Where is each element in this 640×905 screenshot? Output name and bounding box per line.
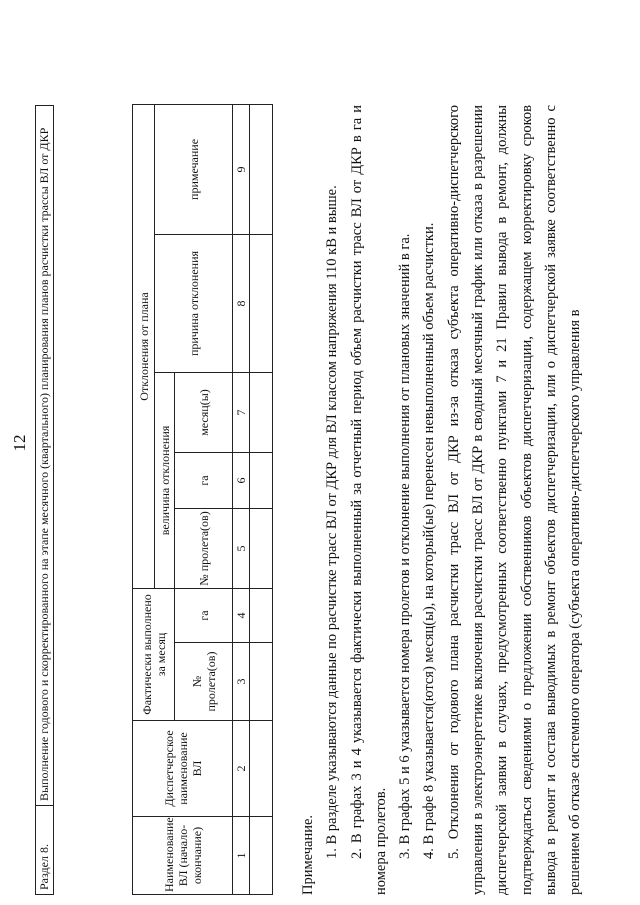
table-cell [250,453,273,509]
col-number: 7 [233,373,250,453]
note-item: 2. В графах 3 и 4 указывается фактически выполненный за отчетный период объем расчистки трасс ВЛ от ДКР в га и номера пролетов. [348,105,389,895]
note-item: 3. В графах 5 и 6 указывается номера пролетов и отклонение выполнения от плановых значений в га. [397,233,414,859]
section-label: Раздел 8. [36,806,54,895]
page-number: 12 [10,434,29,452]
col-number: 2 [233,721,250,817]
col-reason: причина отклонения [155,235,233,373]
col-dev-ha: га [175,453,233,509]
note-item: 5. Отклонения от годового плана расчистки трасс ВЛ от ДКР из-за отказа субъекта оперативно-диспетчерского управления в электроэнергетике включения расчистки трасс ВЛ от ДКР в сводный месячный график или отказа в разрешении диспетчерской заявки в случаях, предусмотренных соответственно пунктами 7 и 21 Правил вывода в ремонт, должны подтверждаться сведениями о предложении собственников объектов диспетчеризации, содержащем корректировку сроков вывода в ремонт и состава выводимых в ремонт объектов диспетчеризации, или о диспетчерской заявке соответственно с решением об отказе системного оператора (субъекта оперативно-диспетчерского управления в [445,105,584,895]
table-cell [250,589,273,643]
col-actual-span: № пролета(ов) [175,643,233,721]
table-cell [250,235,273,373]
col-vl-name: Наименование ВЛ (начало-окончание) [133,817,233,895]
col-number: 4 [233,589,250,643]
report-table [132,104,273,895]
group-deviation: Отклонения от плана [133,104,155,588]
table-cell [250,643,273,721]
group-magnitude: величина отклонения [155,373,175,589]
table-cell [250,373,273,453]
notes-section [296,105,588,895]
col-number: 6 [233,453,250,509]
table-cell [250,509,273,589]
table-cell [250,104,273,234]
col-actual-ha: га [175,589,233,643]
col-number: 5 [233,509,250,589]
note-item: 1. В разделе указываются данные по расчистке трасс ВЛ от ДКР для ВЛ классом напряжения 110 кВ и выше. [324,185,341,859]
col-number: 1 [233,817,250,895]
section-header [35,105,54,895]
table-cell [250,817,273,895]
col-number: 3 [233,643,250,721]
col-dispatch-name: Диспетчерское наименование ВЛ [133,721,233,817]
group-actual: Фактически выполнено за месяц [133,589,175,721]
col-dev-span: № пролета(ов) [175,509,233,589]
notes-heading: Примечание. [300,814,316,895]
col-number: 9 [233,104,250,234]
note-item: 4. В графе 8 указывается(ются) месяц(ы), на который(ые) перенесен невыполненный объем расчистки. [421,222,438,859]
section-title: Выполнение годового и скорректированного на этапе месячного (квартального) планирования планов расчистки трассы ВЛ от ДКР [36,106,54,806]
col-number: 8 [233,235,250,373]
table-cell [250,721,273,817]
col-dev-month: месяц(ы) [175,373,233,453]
col-note: примечание [155,104,233,234]
